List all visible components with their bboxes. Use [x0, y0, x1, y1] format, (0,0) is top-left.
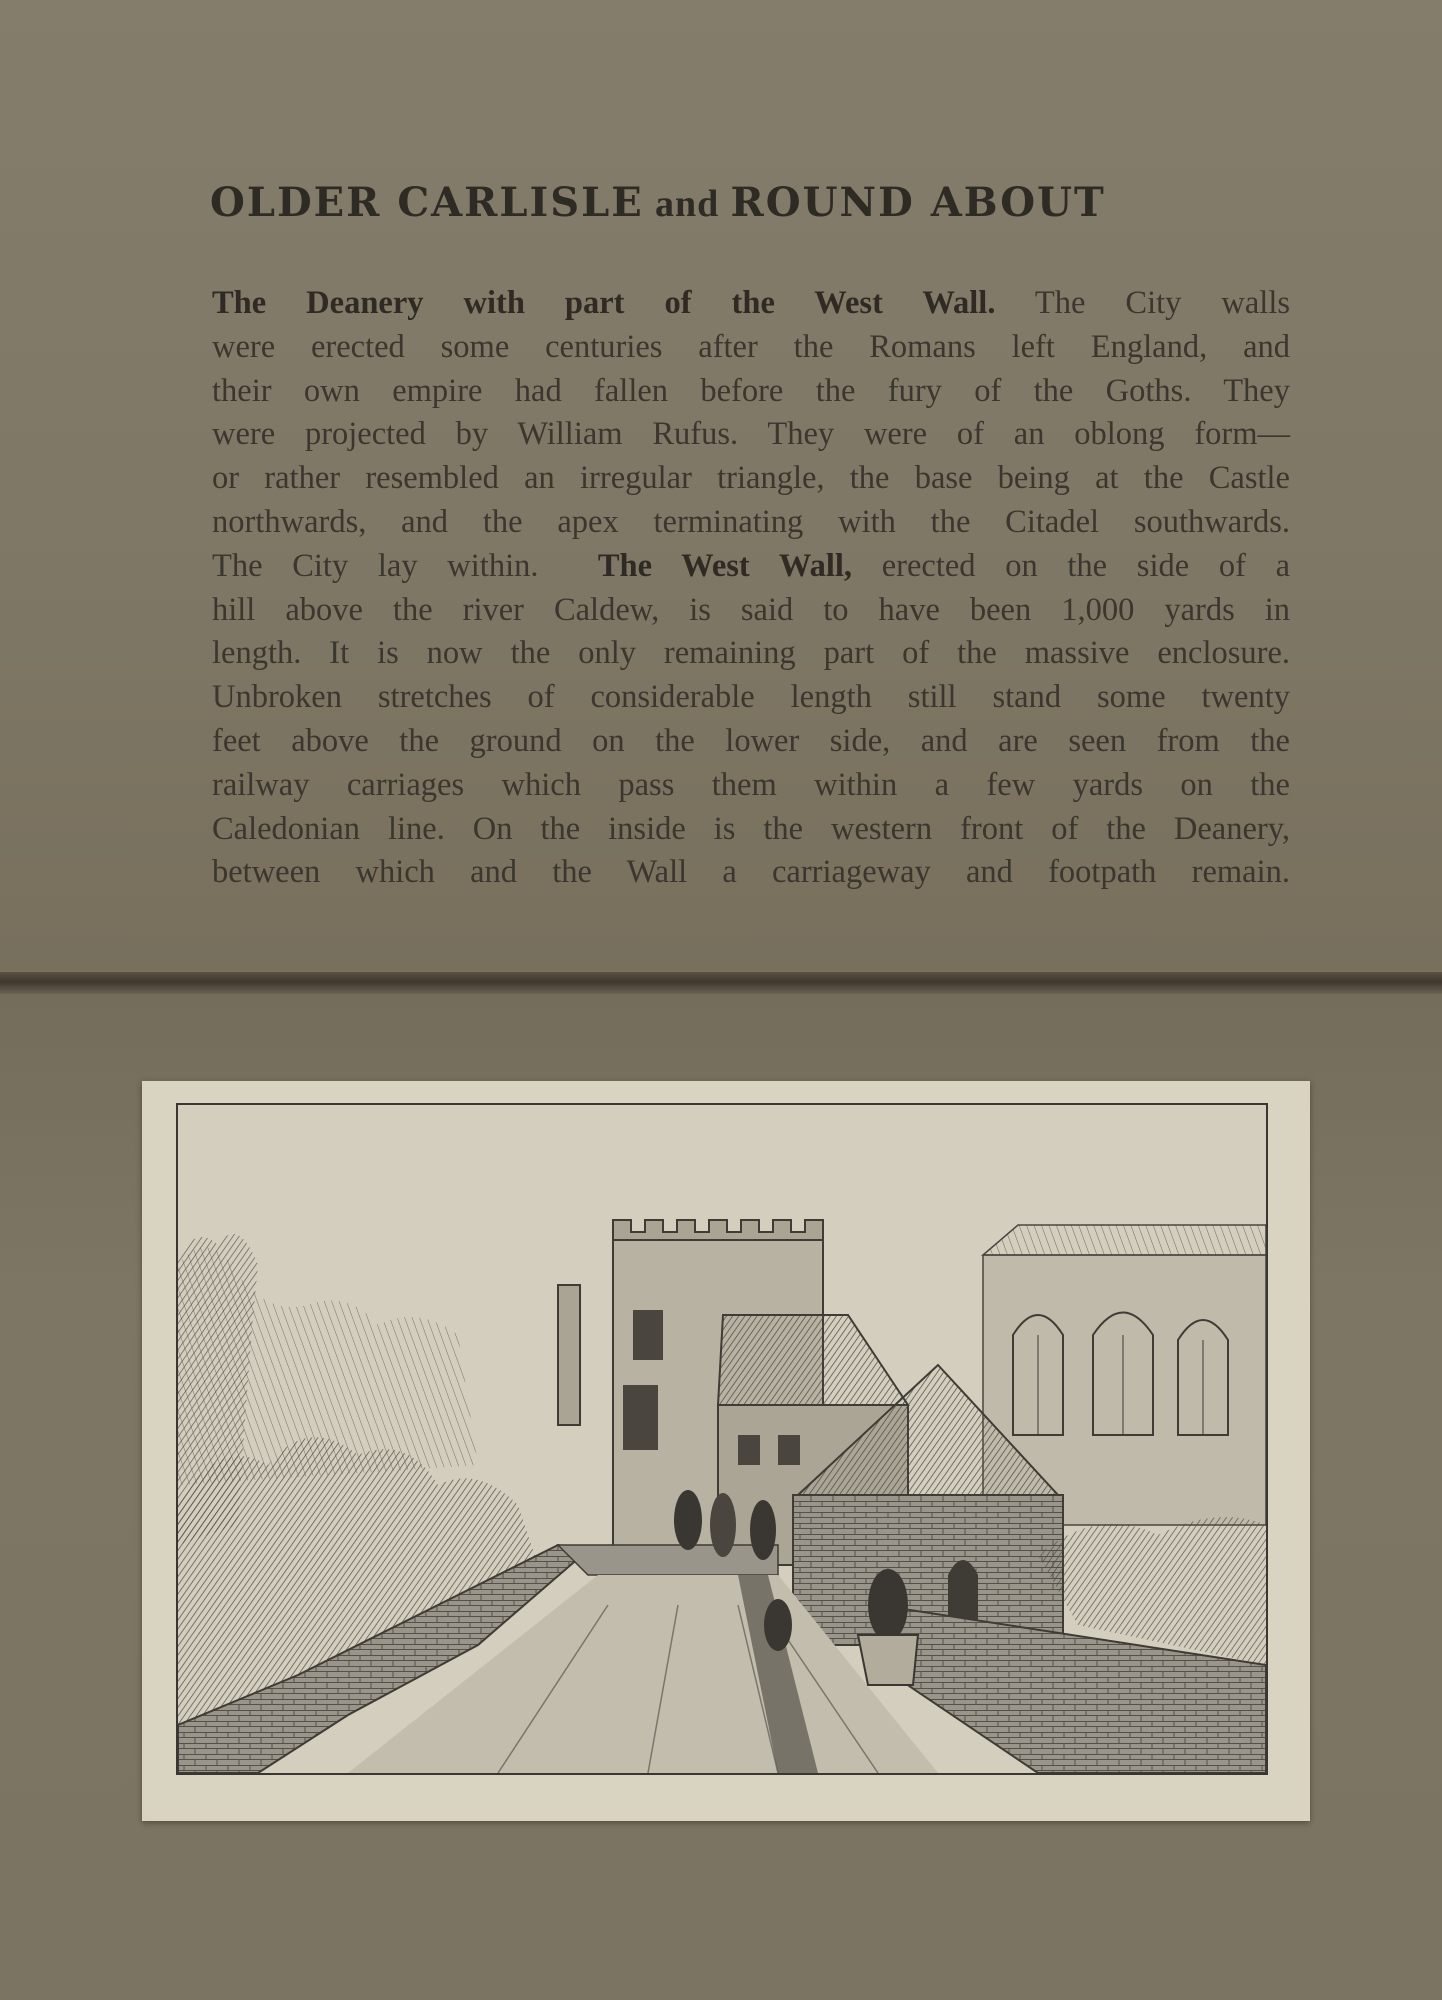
- header-and: and: [655, 183, 720, 225]
- text-line: The City lay within. The West Wall, erected on the side of a: [212, 547, 1291, 584]
- text-line: railway carriages which pass them within a few yards on the: [212, 766, 1290, 803]
- text-line: length. It is now the only remaining part of the massive enclosure.: [212, 635, 1290, 672]
- text-line: between which and the Wall a carriageway and footpath remain.: [212, 854, 1290, 891]
- text-line: The Deanery with part of the West Wall. The City walls: [212, 285, 1291, 321]
- text-line: or rather resembled an irregular triangle, the base being at the Castle: [212, 460, 1290, 497]
- text-line: were erected some centuries after the Romans left England, and: [212, 328, 1290, 365]
- text-line: northwards, and the apex terminating with the Citadel southwards.: [212, 503, 1290, 540]
- deanery-engraving: [176, 1103, 1268, 1775]
- lead-heading: The Deanery with part of the West Wall.: [212, 285, 996, 321]
- running-header: [210, 178, 1280, 226]
- header-title-part-2: ROUND ABOUT: [730, 179, 1106, 226]
- text-line: hill above the river Caldew, is said to have been 1,000 yards in: [212, 591, 1290, 628]
- page-gutter: [0, 972, 1442, 994]
- text-line: their own empire had fallen before the fury of the Goths. They: [212, 372, 1290, 409]
- text-line: Caledonian line. On the inside is the western front of the Deanery,: [212, 810, 1290, 847]
- text-line: feet above the ground on the lower side, and are seen from the: [212, 722, 1290, 759]
- west-wall-bold: The West Wall,: [597, 547, 853, 584]
- article-body: [212, 282, 1290, 895]
- text-line: Unbroken stretches of considerable length still stand some twenty: [212, 679, 1290, 716]
- illustration-plate: [142, 1081, 1310, 1821]
- header-title-part-1: OLDER CARLISLE: [210, 179, 644, 226]
- text-line: were projected by William Rufus. They were of an oblong form—: [212, 416, 1290, 453]
